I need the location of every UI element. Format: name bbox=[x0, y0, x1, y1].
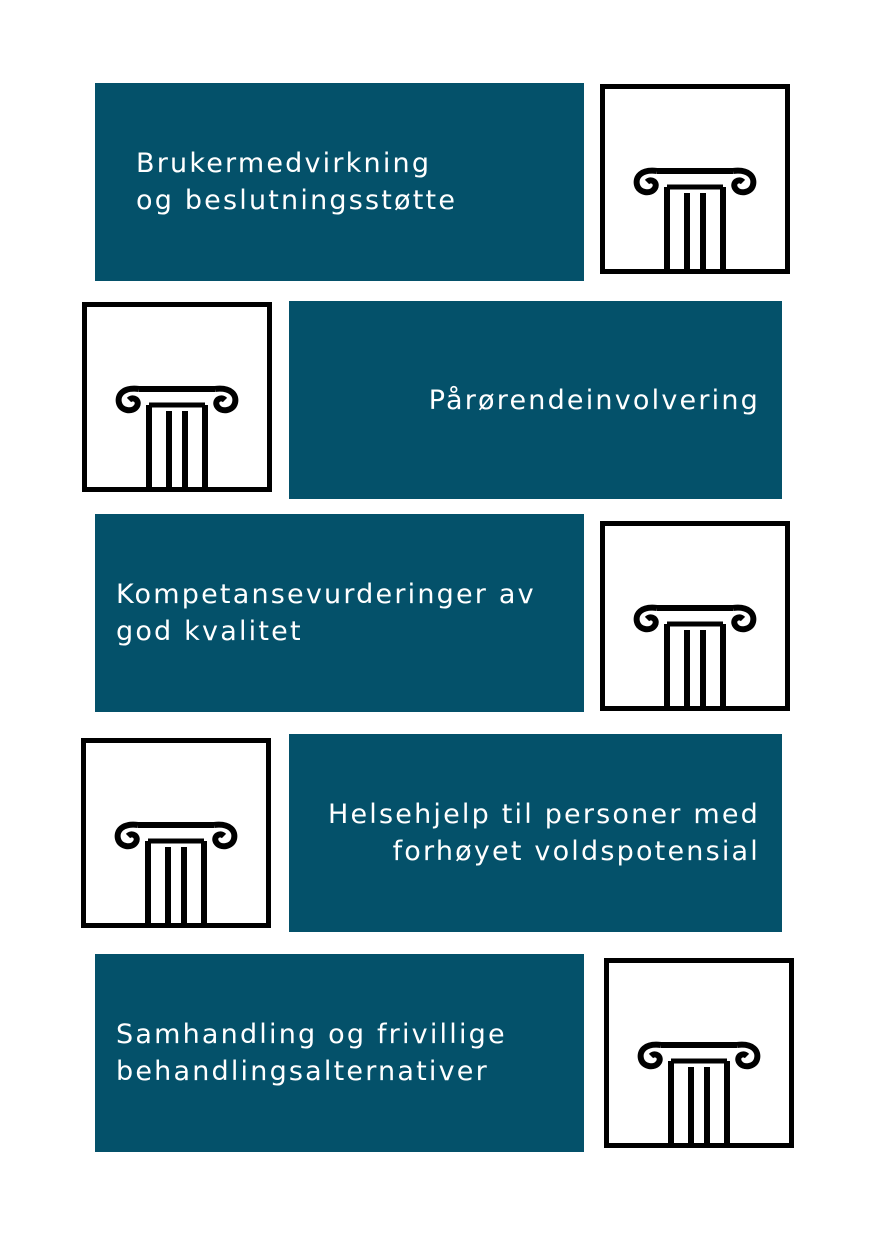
pillar-panel-parorendeinvolvering bbox=[289, 301, 782, 499]
pillar-label: Brukermedvirkning og beslutningsstøtte bbox=[136, 148, 458, 216]
pillar-icon bbox=[609, 963, 789, 1143]
pillar-icon bbox=[86, 743, 266, 923]
pillar-panel-kompetansevurderinger bbox=[95, 514, 584, 712]
pillar-panel-samhandling bbox=[95, 954, 584, 1152]
pillar-icon-box bbox=[81, 738, 271, 928]
pillar-panel-helsehjelp bbox=[289, 734, 782, 932]
pillar-label: Helsehjelp til personer med forhøyet voldspotensial bbox=[327, 799, 760, 867]
pillar-icon-box bbox=[600, 521, 790, 711]
pillar-icon bbox=[605, 526, 785, 706]
pillar-label: Pårørendeinvolvering bbox=[428, 384, 760, 416]
pillar-panel-brukermedvirkning bbox=[95, 83, 584, 281]
pillar-icon-box bbox=[604, 958, 794, 1148]
pillar-label: Kompetansevurderinger av god kvalitet bbox=[116, 579, 536, 647]
pillar-icon bbox=[87, 307, 267, 487]
pillar-icon-box bbox=[82, 302, 272, 492]
pillar-label: Samhandling og frivillige behandlingsalternativer bbox=[116, 1019, 507, 1087]
pillar-icon-box bbox=[600, 84, 790, 274]
pillar-icon bbox=[605, 89, 785, 269]
